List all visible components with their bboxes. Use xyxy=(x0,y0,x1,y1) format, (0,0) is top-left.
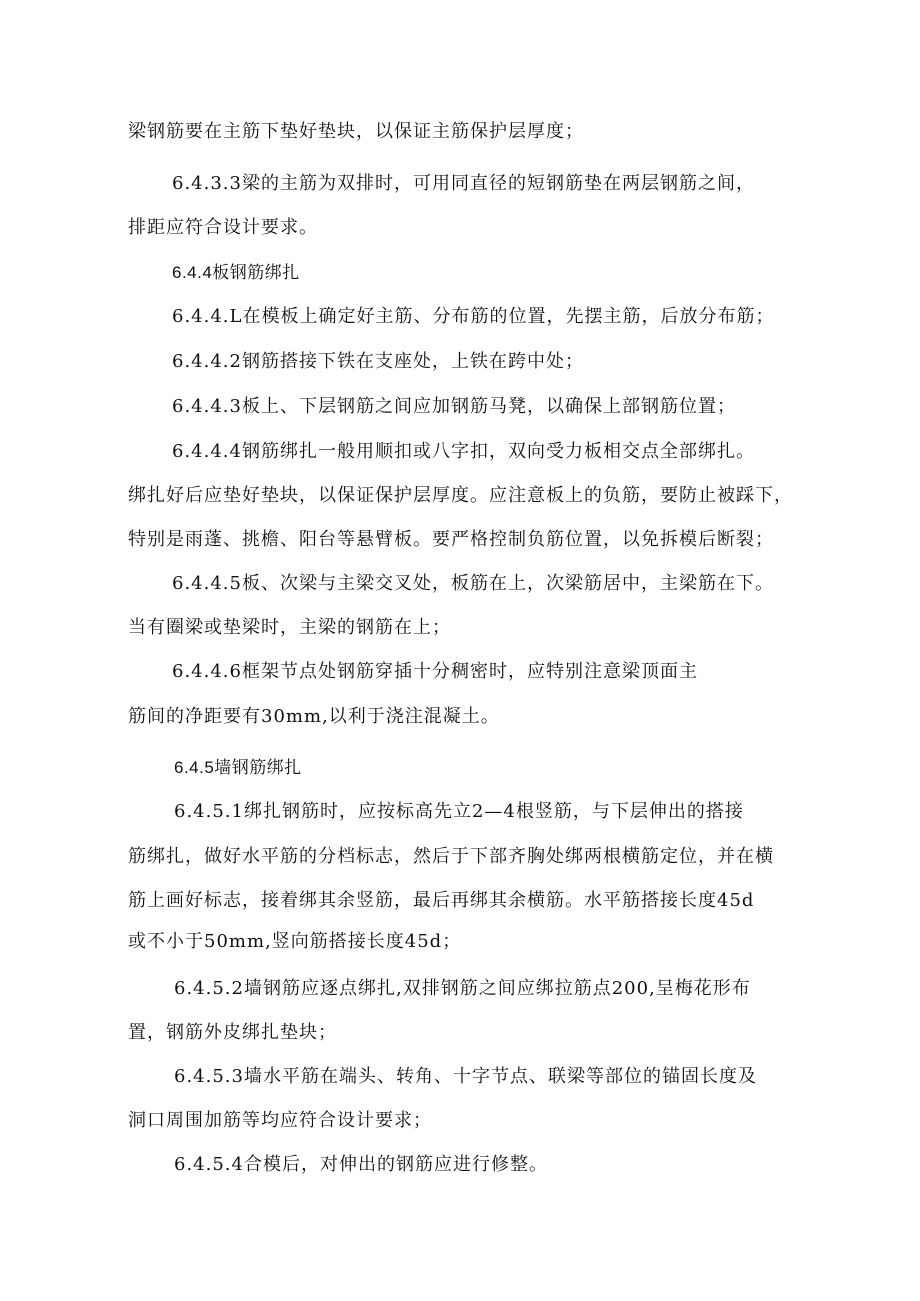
section-heading-6-4-5: 6.4.5墙钢筋绑扎 xyxy=(174,758,302,777)
text-line-17: 筋绑扎，做好水平筋的分档标志，然后于下部齐胸处绑两根横筋定位，并在横 xyxy=(128,846,774,867)
text-line-9: 绑扎好后应垫好垫块，以保证保护层厚度。应注意板上的负筋，要防止被踩下， xyxy=(128,485,793,506)
text-line-3: 排距应符合设计要求。 xyxy=(128,217,318,238)
text-line-11: 6.4.4.5板、次梁与主梁交叉处，板筋在上，次梁筋居中，主梁筋在下。 xyxy=(172,573,774,594)
text-line-13: 6.4.4.6框架节点处钢筋穿插十分稠密时，应特别注意梁顶面主 xyxy=(172,661,698,682)
text-line-23: 洞口周围加筋等均应符合设计要求； xyxy=(128,1110,432,1131)
text-line-18: 筋上画好标志，接着绑其余竖筋，最后再绑其余横筋。水平筋搭接长度45d xyxy=(128,890,755,911)
text-line-14: 筋间的净距要有30mm,以利于浇注混凝土。 xyxy=(128,706,500,727)
text-line-21: 置，钢筋外皮绑扎垫块； xyxy=(128,1022,337,1043)
section-heading-6-4-4: 6.4.4板钢筋绑扎 xyxy=(172,263,300,282)
text-line-16: 6.4.5.1绑扎钢筋时，应按标高先立2—4根竖筋，与下层伸出的搭接 xyxy=(174,801,744,822)
text-line-6: 6.4.4.2钢筋搭接下铁在支座处，上铁在跨中处； xyxy=(172,351,584,372)
text-line-19: 或不小于50mm,竖向筋搭接长度45d； xyxy=(128,931,462,952)
text-line-10: 特别是雨蓬、挑檐、阳台等悬臂板。要严格控制负筋位置，以免拆模后断裂； xyxy=(128,529,774,550)
text-line-12: 当有圈梁或垫梁时，主梁的钢筋在上； xyxy=(128,617,451,638)
text-line-24: 6.4.5.4合模后，对伸出的钢筋应进行修整。 xyxy=(174,1154,548,1175)
text-line-2: 6.4.3.3梁的主筋为双排时，可用同直径的短钢筋垫在两层钢筋之间， xyxy=(172,173,755,194)
text-line-8: 6.4.4.4钢筋绑扎一般用顺扣或八字扣，双向受力板相交点全部绑扎。 xyxy=(172,441,755,462)
text-line-1: 梁钢筋要在主筋下垫好垫块，以保证主筋保护层厚度； xyxy=(128,121,584,142)
text-line-5: 6.4.4.L在模板上确定好主筋、分布筋的位置，先摆主筋，后放分布筋； xyxy=(172,306,775,327)
text-line-22: 6.4.5.3墙水平筋在端头、转角、十字节点、联梁等部位的锚固长度及 xyxy=(174,1066,757,1087)
text-line-7: 6.4.4.3板上、下层钢筋之间应加钢筋马凳，以确保上部钢筋位置； xyxy=(172,396,736,417)
text-line-20: 6.4.5.2墙钢筋应逐点绑扎,双排钢筋之间应绑拉筋点200,呈梅花形布 xyxy=(174,978,751,999)
